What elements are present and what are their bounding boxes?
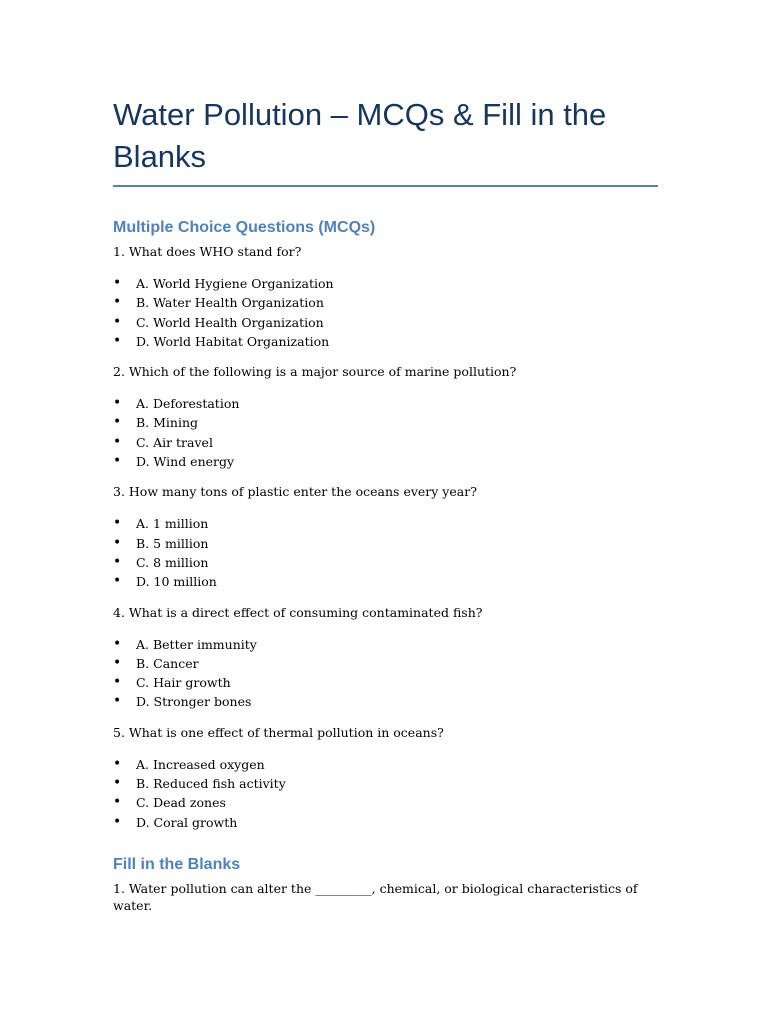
fill-blanks-list <box>113 880 658 914</box>
mcq-option-text: B. Reduced fish activity <box>136 776 286 792</box>
mcq-option <box>113 793 658 812</box>
document-page <box>113 94 658 914</box>
fill-blanks-section-heading: Fill in the Blanks <box>113 855 241 873</box>
bullet-icon: • <box>113 693 122 710</box>
mcq-option <box>113 534 658 553</box>
mcq-option-text: A. World Hygiene Organization <box>136 276 334 291</box>
bullet-icon: • <box>113 332 122 349</box>
mcq-option-text: B. 5 million <box>136 535 209 551</box>
mcq-option-text: D. Coral growth <box>136 814 238 830</box>
mcq-question: 5. What is one effect of thermal pollution in oceans? <box>113 724 444 740</box>
mcq-question: 3. How many tons of plastic enter the oceans every year? <box>113 484 477 500</box>
mcq-option <box>113 654 658 673</box>
mcq-option-text: C. Dead zones <box>136 795 226 811</box>
mcq-list <box>113 243 658 832</box>
mcq-option <box>113 413 658 432</box>
mcq-option <box>113 313 658 332</box>
bullet-icon: • <box>113 654 122 671</box>
mcq-option-text: C. Air travel <box>136 434 213 450</box>
bullet-icon: • <box>113 573 122 590</box>
mcq-option <box>113 813 658 832</box>
mcq-option <box>113 635 658 654</box>
mcq-option <box>113 274 658 293</box>
mcq-option-text: D. World Habitat Organization <box>136 333 330 349</box>
mcq-option-text: B. Mining <box>136 415 199 431</box>
mcq-option <box>113 514 658 533</box>
fill-blank-question: 1. Water pollution can alter the _________, chemical, or biological characteristics of water. <box>113 880 638 913</box>
mcq-option <box>113 553 658 572</box>
mcq-options-list <box>113 635 658 712</box>
mcq-option <box>113 692 658 711</box>
mcq-option-text: C. Hair growth <box>136 675 231 691</box>
bullet-icon: • <box>113 775 122 792</box>
mcq-option-text: C. World Health Organization <box>136 314 324 330</box>
bullet-icon: • <box>113 433 122 450</box>
mcq-option <box>113 293 658 312</box>
bullet-icon: • <box>113 755 122 772</box>
mcq-option-text: B. Water Health Organization <box>136 295 324 311</box>
mcq-question: 1. What does WHO stand for? <box>113 244 302 259</box>
mcq-option-text: C. 8 million <box>136 554 209 570</box>
bullet-icon: • <box>113 453 122 470</box>
mcq-option <box>113 452 658 471</box>
mcq-option-text: A. Increased oxygen <box>136 756 265 772</box>
bullet-icon: • <box>113 414 122 431</box>
mcq-options-list <box>113 274 658 351</box>
mcq-option-text: D. Wind energy <box>136 454 235 470</box>
mcq-option-text: D. Stronger bones <box>136 694 252 710</box>
mcq-options-list <box>113 394 658 471</box>
bullet-icon: • <box>113 275 122 291</box>
mcq-option <box>113 572 658 591</box>
mcq-option-text: A. Better immunity <box>136 636 257 652</box>
bullet-icon: • <box>113 294 122 311</box>
mcq-option <box>113 755 658 774</box>
mcq-question: 4. What is a direct effect of consuming contaminated fish? <box>113 604 483 620</box>
mcq-option-text: A. Deforestation <box>136 396 240 412</box>
mcq-option <box>113 394 658 413</box>
mcq-options-list <box>113 514 658 591</box>
mcq-option <box>113 433 658 452</box>
bullet-icon: • <box>113 515 122 532</box>
mcq-question: 2. Which of the following is a major source of marine pollution? <box>113 364 517 380</box>
document-title: Water Pollution – MCQs & Fill in the Blanks <box>113 94 658 187</box>
mcq-option <box>113 332 658 351</box>
mcq-option <box>113 774 658 793</box>
bullet-icon: • <box>113 534 122 551</box>
mcq-section-heading: Multiple Choice Questions (MCQs) <box>113 219 376 236</box>
mcq-option-text: D. 10 million <box>136 574 217 590</box>
mcq-options-list <box>113 755 658 832</box>
mcq-option-text: A. 1 million <box>136 516 209 532</box>
mcq-option <box>113 673 658 692</box>
bullet-icon: • <box>113 395 122 412</box>
bullet-icon: • <box>113 674 122 691</box>
bullet-icon: • <box>113 794 122 811</box>
bullet-icon: • <box>113 553 122 570</box>
bullet-icon: • <box>113 635 122 652</box>
bullet-icon: • <box>113 313 122 330</box>
mcq-option-text: B. Cancer <box>136 655 199 671</box>
bullet-icon: • <box>113 813 122 830</box>
